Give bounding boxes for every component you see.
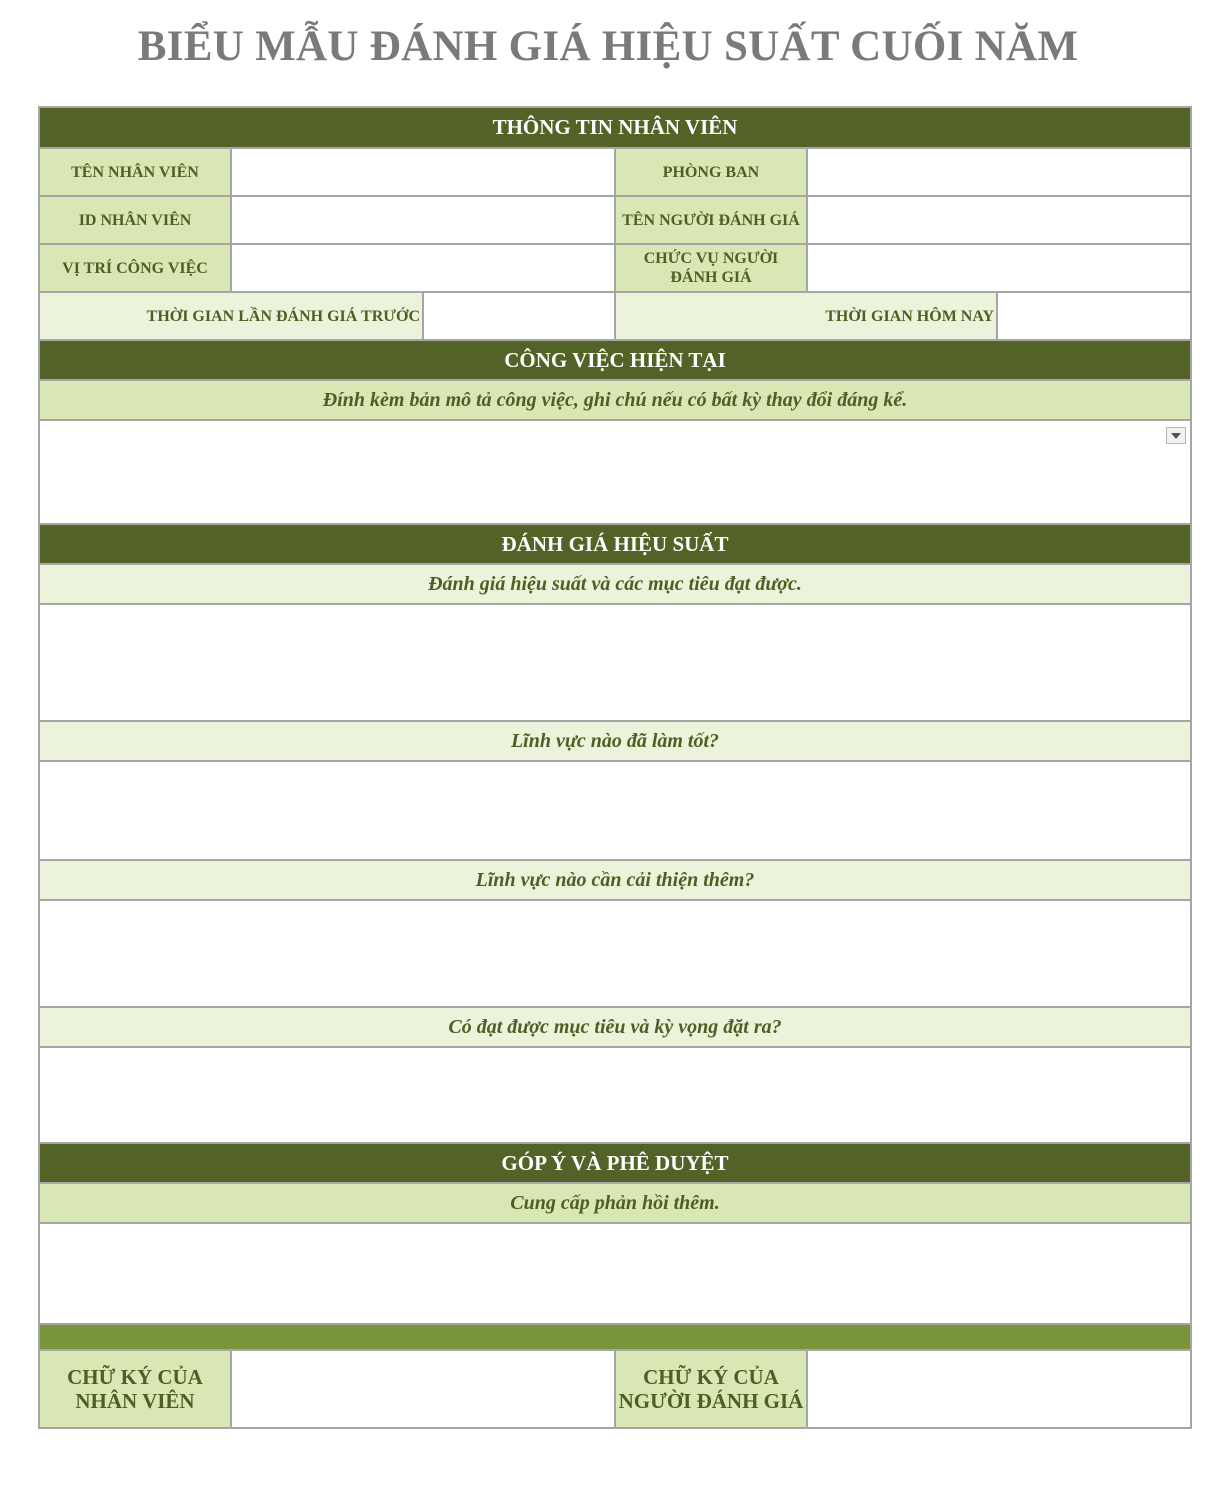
employee-name-field[interactable]: [232, 149, 616, 195]
performance-prompt-label: Lĩnh vực nào đã làm tốt?: [38, 720, 1192, 760]
job-position-field[interactable]: [232, 245, 616, 291]
current-job-instruction: Đính kèm bản mô tả công việc, ghi chú nếu có bất kỳ thay đổi đáng kể.: [38, 379, 1192, 419]
performance-prompt-label: Đánh giá hiệu suất và các mục tiêu đạt được.: [38, 563, 1192, 603]
section-header-feedback: GÓP Ý VÀ PHÊ DUYỆT: [38, 1142, 1192, 1182]
form-bottom-border: [38, 1427, 1192, 1429]
performance-answer-field[interactable]: [38, 1046, 1192, 1142]
reviewer-title-field[interactable]: [808, 245, 1190, 291]
performance-answer-field[interactable]: [38, 760, 1192, 859]
employee-id-field[interactable]: [232, 197, 616, 243]
reviewer-name-field[interactable]: [808, 197, 1190, 243]
employee-id-label: ID NHÂN VIÊN: [40, 197, 232, 243]
feedback-instruction: Cung cấp phản hồi thêm.: [38, 1182, 1192, 1222]
employee-signature-label: CHỮ KÝ CỦA NHÂN VIÊN: [40, 1351, 232, 1427]
last-review-date-field[interactable]: [424, 293, 616, 339]
reviewer-name-label: TÊN NGƯỜI ĐÁNH GIÁ: [616, 197, 808, 243]
performance-prompt-label: Lĩnh vực nào cần cải thiện thêm?: [38, 859, 1192, 899]
employee-info-row-4: [38, 291, 1192, 339]
today-date-label: THỜI GIAN HÔM NAY: [616, 293, 998, 339]
employee-info-row-3: [38, 243, 1192, 291]
page-title: BIỂU MẪU ĐÁNH GIÁ HIỆU SUẤT CUỐI NĂM: [137, 23, 1079, 70]
section-header-performance: ĐÁNH GIÁ HIỆU SUẤT: [38, 523, 1192, 563]
section-header-employee-info: THÔNG TIN NHÂN VIÊN: [38, 106, 1192, 147]
employee-info-row-2: [38, 195, 1192, 243]
employee-name-label: TÊN NHÂN VIÊN: [40, 149, 232, 195]
reviewer-signature-label: CHỮ KÝ CỦA NGƯỜI ĐÁNH GIÁ: [616, 1351, 808, 1427]
dropdown-button[interactable]: [1166, 427, 1186, 444]
today-date-field[interactable]: [998, 293, 1190, 339]
employee-signature-field[interactable]: [232, 1351, 616, 1427]
performance-prompt-label: Có đạt được mục tiêu và kỳ vọng đặt ra?: [38, 1006, 1192, 1046]
current-job-textarea[interactable]: [38, 419, 1192, 523]
signature-row: [38, 1349, 1192, 1427]
job-position-label: VỊ TRÍ CÔNG VIỆC: [40, 245, 232, 291]
employee-info-row-1: [38, 147, 1192, 195]
accent-divider: [38, 1323, 1192, 1349]
reviewer-signature-field[interactable]: [808, 1351, 1190, 1427]
performance-answer-field[interactable]: [38, 899, 1192, 1006]
chevron-down-icon: [1171, 433, 1181, 439]
reviewer-title-label: CHỨC VỤ NGƯỜI ĐÁNH GIÁ: [616, 245, 808, 291]
performance-answer-field[interactable]: [38, 603, 1192, 720]
last-review-date-label: THỜI GIAN LẦN ĐÁNH GIÁ TRƯỚC: [40, 293, 424, 339]
section-header-current-job: CÔNG VIỆC HIỆN TẠI: [38, 339, 1192, 379]
department-label: PHÒNG BAN: [616, 149, 808, 195]
feedback-textarea[interactable]: [38, 1222, 1192, 1323]
department-field[interactable]: [808, 149, 1190, 195]
